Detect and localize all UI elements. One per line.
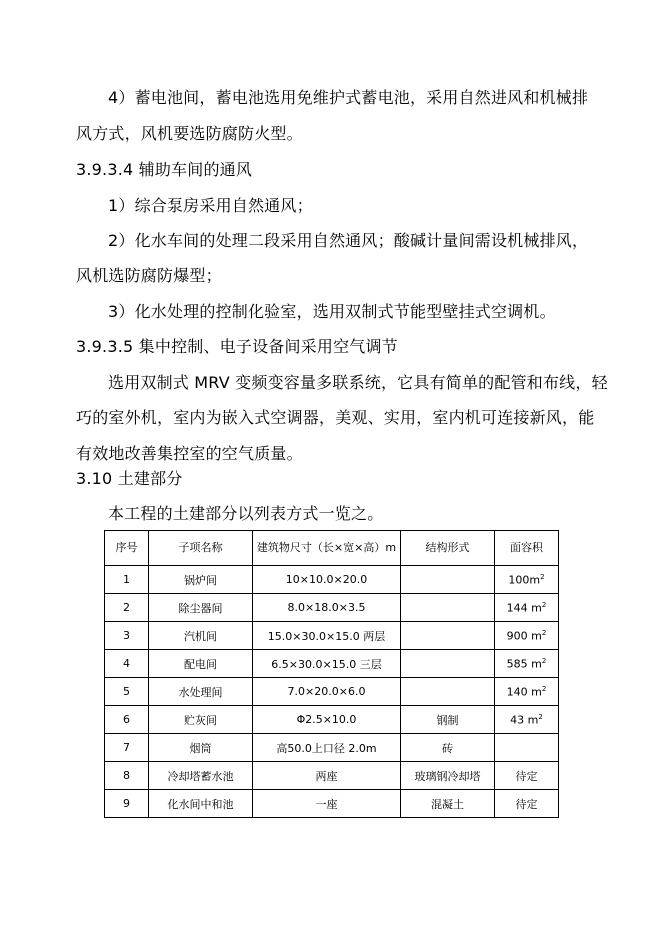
paragraph-control-lab: 3）化水处理的控制化验室，选用双制式节能型壁挂式空调机。 xyxy=(108,302,556,321)
paragraph-mrv-line1: 选用双制式 MRV 变频变容量多联系统，它具有简单的配管和布线，轻 xyxy=(108,373,608,392)
cell-no: 9 xyxy=(105,790,149,818)
cell-no: 3 xyxy=(105,622,149,650)
heading-civil-works: 3.10 土建部分 xyxy=(76,469,183,488)
cell-area: 585 $m^2$ xyxy=(495,650,559,678)
paragraph-mrv-line3: 有效地改善集控室的空气质量。 xyxy=(76,444,303,463)
table-row xyxy=(105,790,559,818)
table-row xyxy=(105,762,559,790)
cell-no: 8 xyxy=(105,762,149,790)
cell-size: 两座 xyxy=(253,762,401,790)
table-row xyxy=(105,650,559,678)
cell-size: 8.0×18.0×3.5 xyxy=(253,594,401,622)
table-row xyxy=(105,678,559,706)
cell-name: 水处理间 xyxy=(149,678,253,706)
cell-name: 汽机间 xyxy=(149,622,253,650)
cell-name: 化水间中和池 xyxy=(149,790,253,818)
paragraph-chemical-water-line1: 2）化水车间的处理二段采用自然通风；酸碱计量间需设机械排风， xyxy=(108,231,589,250)
paragraph-table-intro: 本工程的土建部分以列表方式一览之。 xyxy=(108,504,384,523)
cell-structure: 玻璃钢冷却塔 xyxy=(401,762,495,790)
cell-size: Φ2.5×10.0 xyxy=(253,706,401,734)
header-name: 子项名称 xyxy=(149,531,253,566)
header-size: 建筑物尺寸（长×宽×高）m xyxy=(253,531,401,566)
cell-area: 待定 xyxy=(495,790,559,818)
cell-name: 锅炉间 xyxy=(149,566,253,594)
cell-structure: 混凝土 xyxy=(401,790,495,818)
heading-air-conditioning: 3.9.3.5 集中控制、电子设备间采用空气调节 xyxy=(76,337,398,356)
cell-no: 6 xyxy=(105,706,149,734)
cell-structure xyxy=(401,650,495,678)
cell-no: 2 xyxy=(105,594,149,622)
cell-name: 除尘器间 xyxy=(149,594,253,622)
table-row xyxy=(105,566,559,594)
header-no: 序号 xyxy=(105,531,149,566)
cell-structure: 钢制 xyxy=(401,706,495,734)
cell-structure xyxy=(401,566,495,594)
table-row xyxy=(105,594,559,622)
cell-size: 高50.0上口径 2.0m xyxy=(253,734,401,762)
cell-area: 144 $m^2$ xyxy=(495,594,559,622)
paragraph-mrv-line2: 巧的室外机，室内为嵌入式空调器，美观、实用，室内机可连接新风，能 xyxy=(76,408,595,427)
table-row xyxy=(105,734,559,762)
paragraph-chemical-water-line2: 风机选防腐防爆型； xyxy=(76,266,222,285)
cell-size: 15.0×30.0×15.0 两层 xyxy=(253,622,401,650)
heading-auxiliary-ventilation: 3.9.3.4 辅助车间的通风 xyxy=(76,160,253,179)
cell-area: 900 $m^2$ xyxy=(495,622,559,650)
cell-structure xyxy=(401,594,495,622)
cell-no: 5 xyxy=(105,678,149,706)
cell-size: 7.0×20.0×6.0 xyxy=(253,678,401,706)
header-area: 面容积 xyxy=(495,531,559,566)
paragraph-pump-house: 1）综合泵房采用自然通风； xyxy=(108,196,313,215)
table-row xyxy=(105,622,559,650)
cell-name: 配电间 xyxy=(149,650,253,678)
cell-no: 1 xyxy=(105,566,149,594)
cell-name: 贮灰间 xyxy=(149,706,253,734)
cell-structure: 砖 xyxy=(401,734,495,762)
cell-size: 6.5×30.0×15.0 三层 xyxy=(253,650,401,678)
cell-area: 140 $m^2$ xyxy=(495,678,559,706)
cell-area xyxy=(495,734,559,762)
cell-name: 冷却塔蓄水池 xyxy=(149,762,253,790)
cell-size: 一座 xyxy=(253,790,401,818)
cell-structure xyxy=(401,678,495,706)
civil-works-table xyxy=(104,530,559,818)
cell-size: 10×10.0×20.0 xyxy=(253,566,401,594)
cell-no: 7 xyxy=(105,734,149,762)
cell-name: 烟筒 xyxy=(149,734,253,762)
header-structure: 结构形式 xyxy=(401,531,495,566)
cell-no: 4 xyxy=(105,650,149,678)
cell-area: 43 $m^2$ xyxy=(495,706,559,734)
paragraph-battery-room-line1: 4）蓄电池间，蓄电池选用免维护式蓄电池，采用自然进风和机械排 xyxy=(108,88,589,107)
table-row xyxy=(105,706,559,734)
cell-area: $100m^2$ xyxy=(495,566,559,594)
cell-structure xyxy=(401,622,495,650)
cell-area: 待定 xyxy=(495,762,559,790)
table-header-row xyxy=(105,531,559,566)
paragraph-battery-room-line2: 风方式，风机要选防腐防火型。 xyxy=(76,124,303,143)
